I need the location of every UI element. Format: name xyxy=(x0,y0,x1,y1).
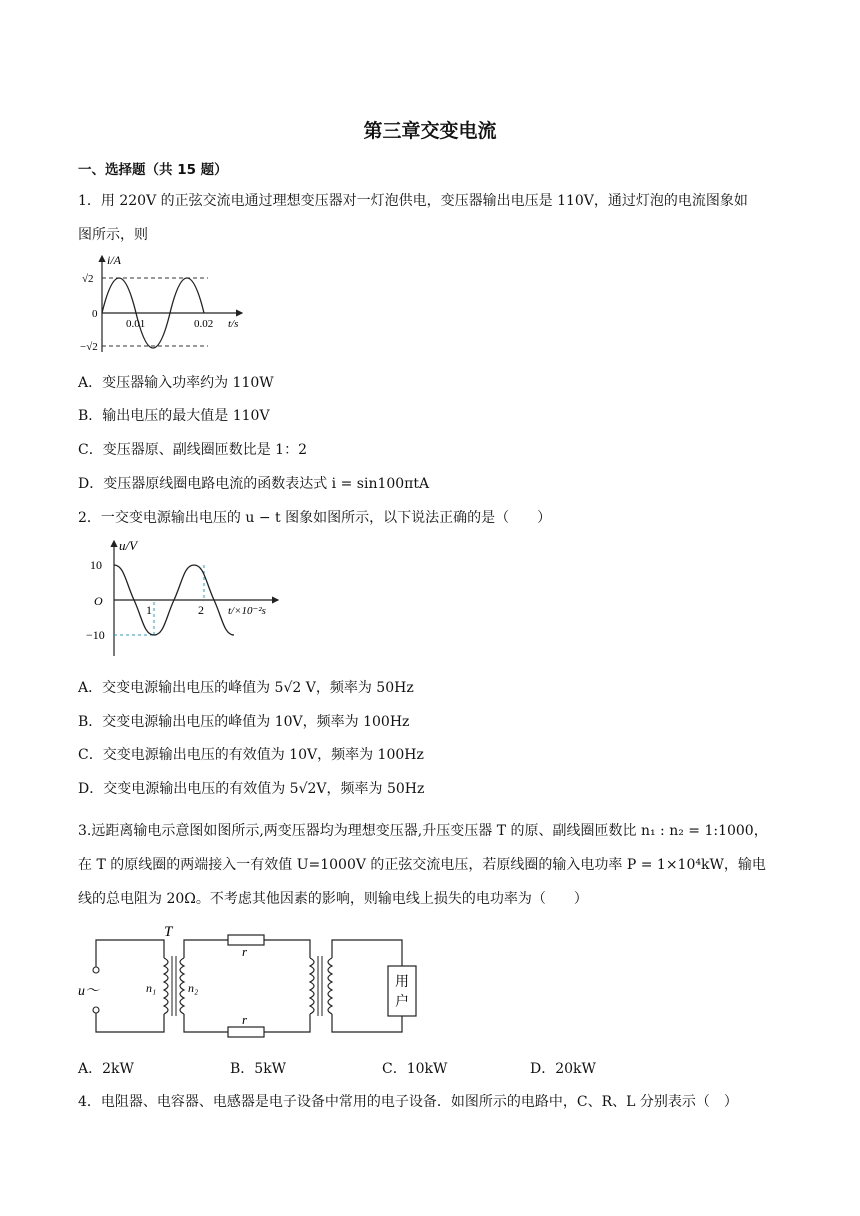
q2-xtick-2: 2 xyxy=(198,603,204,617)
q2-voltage-graph xyxy=(84,538,284,658)
q3-primary-coil xyxy=(164,958,168,1014)
q1-current-graph xyxy=(80,252,255,358)
q3-user-char-1: 用 xyxy=(395,975,409,990)
q1-xtick-2: 0.02 xyxy=(194,318,214,330)
q3-option-c[interactable]: C．10kW xyxy=(382,1061,448,1077)
q2-ytick-neg: −10 xyxy=(86,628,105,642)
q1-xlabel: t/s xyxy=(228,318,239,330)
q1-option-b[interactable]: B．输出电压的最大值是 110V xyxy=(78,408,270,424)
q3-resistor-bottom xyxy=(228,1027,264,1037)
q2-ylabel: u/V xyxy=(119,538,138,553)
q3-label-n1: n₁ xyxy=(146,981,157,995)
q4-stem: 4．电阻器、电容器、电感器是电子设备中常用的电子设备．如图所示的电路中，C、R、L 分别表示（ ） xyxy=(78,1094,738,1110)
q3-transmission-circuit xyxy=(76,922,436,1044)
q3-option-b[interactable]: B．5kW xyxy=(230,1061,287,1077)
page-title: 第三章交变电流 xyxy=(363,120,497,142)
q1-ytick-neg: −√2 xyxy=(80,341,98,353)
q2-option-c[interactable]: C．交变电源输出电压的有效值为 10V，频率为 100Hz xyxy=(78,747,424,763)
q2-xlabel: t/×10⁻²s xyxy=(228,605,266,617)
q2-origin: O xyxy=(94,594,103,608)
q3-options xyxy=(78,1058,596,1078)
q1-stem-line2: 图所示，则 xyxy=(78,227,148,243)
q2-option-b[interactable]: B．交变电源输出电压的峰值为 10V，频率为 100Hz xyxy=(78,714,410,730)
q2-xtick-1: 1 xyxy=(146,603,152,617)
q1-option-d[interactable]: D．变压器原线圈电路电流的函数表达式 i = sin100πtA xyxy=(78,476,430,492)
q1-xtick-1: 0.01 xyxy=(126,318,146,330)
q2-stem: 2．一交变电源输出电压的 u − t 图象如图所示，以下说法正确的是（ ） xyxy=(78,510,552,526)
q3-option-d[interactable]: D．20kW xyxy=(530,1061,596,1077)
q3-stem-line3: 线的总电阻为 20Ω。不考虑其他因素的影响，则输电线上损失的电功率为（ ） xyxy=(78,891,588,907)
q2-option-a[interactable]: A．交变电源输出电压的峰值为 5√2 V，频率为 50Hz xyxy=(78,680,414,696)
q3-secondary-coil xyxy=(180,958,184,1014)
q3-user-char-2: 户 xyxy=(395,995,409,1010)
q1-option-a[interactable]: A．变压器输入功率约为 110W xyxy=(78,375,274,391)
q3-label-n2: n₂ xyxy=(188,981,199,995)
q3-label-u: u～ xyxy=(78,984,99,999)
q3-label-r-top: r xyxy=(242,944,248,959)
section-heading: 一、选择题（共 15 题） xyxy=(78,162,228,178)
q3-label-r-bottom: r xyxy=(242,1012,248,1027)
q1-option-c[interactable]: C．变压器原、副线圈匝数比是 1：2 xyxy=(78,442,307,458)
q3-option-a[interactable]: A．2kW xyxy=(78,1061,134,1077)
q1-ylabel: i/A xyxy=(107,253,121,267)
q3-label-T: T xyxy=(164,924,173,940)
q1-ytick-zero: 0 xyxy=(92,308,98,320)
q3-stem-line2: 在 T 的原线圈的两端接入一有效值 U=1000V 的正弦交流电压，若原线圈的输入电功率 P = 1×10⁴kW，输电 xyxy=(78,857,766,873)
q2-ytick-pos: 10 xyxy=(90,558,102,572)
q2-option-d[interactable]: D．交变电源输出电压的有效值为 5√2V，频率为 50Hz xyxy=(78,781,425,797)
q1-stem-line1: 1．用 220V 的正弦交流电通过理想变压器对一灯泡供电，变压器输出电压是 110V，通过灯泡的电流图象如 xyxy=(78,193,748,209)
q3-stepdown-secondary xyxy=(328,958,332,1014)
q3-label-user xyxy=(395,974,409,1010)
q3-stem-line1: 3.远距离输电示意图如图所示,两变压器均为理想变压器,升压变压器 T 的原、副线圈匝数比 n₁ : n₂ = 1:1000， xyxy=(78,823,768,839)
q1-ytick-pos: √2 xyxy=(82,273,94,285)
q3-stepdown-primary xyxy=(310,958,314,1014)
